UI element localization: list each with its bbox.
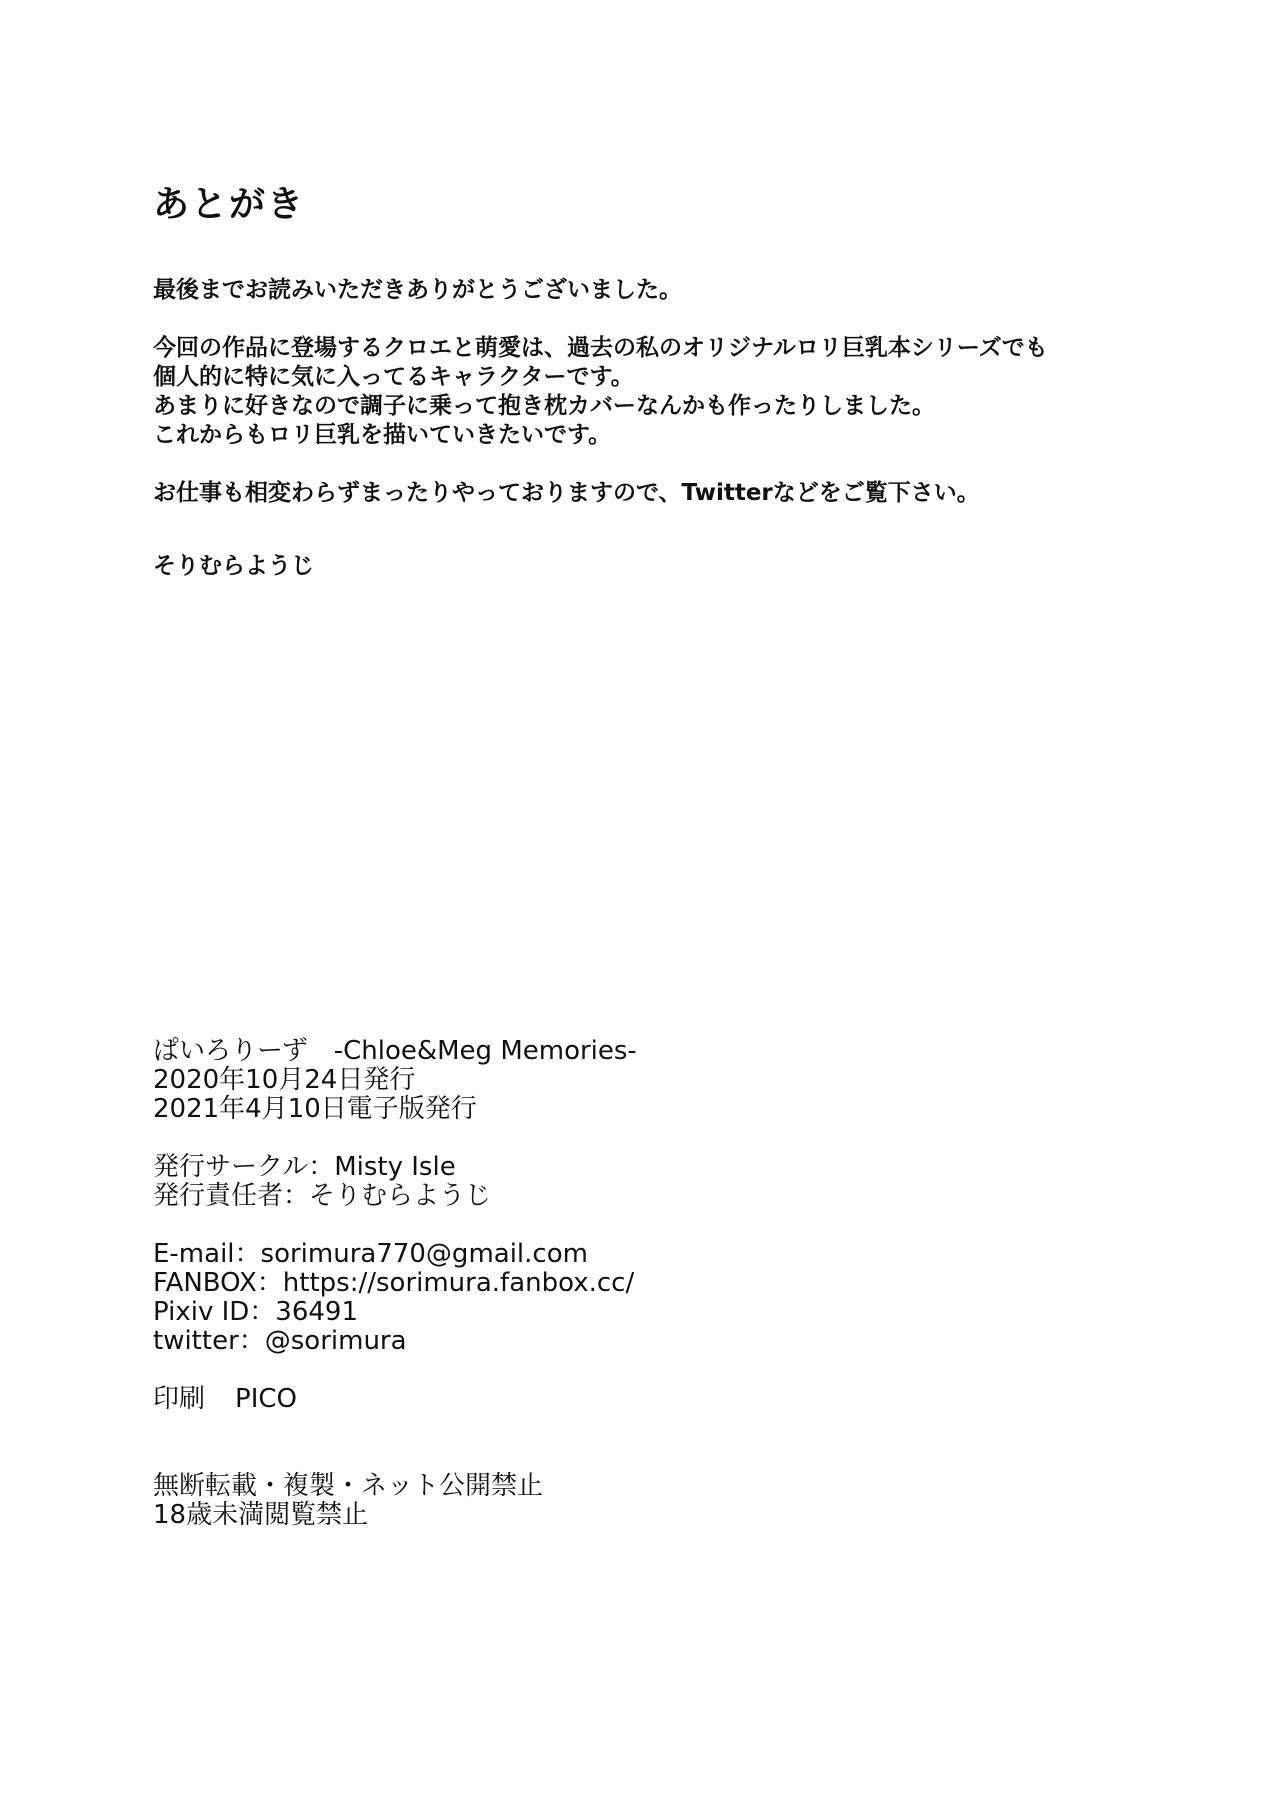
publisher-info <box>153 1153 1233 1211</box>
ebook-date: 2021年4月10日電子版発行 <box>153 1094 477 1124</box>
colophon <box>153 1037 1233 1530</box>
closing-line: お仕事も相変わらずまったりやっておりますので、Twitterなどをご覧下さい。 <box>153 480 980 506</box>
email-line: E-mail：sorimura770@gmail.com <box>153 1239 588 1269</box>
printer-info <box>153 1385 1233 1414</box>
published-date: 2020年10月24日発行 <box>153 1065 416 1095</box>
body-line: あまりに好きなので調子に乗って抱き枕カバーなんかも作ったりしました。 <box>153 393 935 419</box>
body-line: 個人的に特に気に入ってるキャラクターです。 <box>153 364 634 390</box>
copy-prohibited-notice: 無断転載・複製・ネット公開禁止 <box>153 1471 544 1501</box>
fanbox-line: FANBOX：https://sorimura.fanbox.cc/ <box>153 1268 635 1298</box>
thanks-line: 最後までお読みいただきありがとうございました。 <box>153 277 682 303</box>
twitter-line: twitter：@sorimura <box>153 1326 407 1356</box>
printer-name: PICO <box>235 1384 297 1414</box>
book-title: ぱいろりーず -Chloe&Meg Memories- <box>153 1036 637 1066</box>
page-title: あとがき <box>153 184 306 225</box>
pixiv-line: Pixiv ID：36491 <box>153 1297 358 1327</box>
legal-notice <box>153 1472 1233 1530</box>
publisher-circle: 発行サークル：Misty Isle <box>153 1152 456 1182</box>
body-line: 今回の作品に登場するクロエと萌愛は、過去の私のオリジナルロリ巨乳本シリーズでも <box>153 335 1048 361</box>
publication-info <box>153 1037 1233 1124</box>
body-line: これからもロリ巨乳を描いていきたいです。 <box>153 422 612 448</box>
author-signature: そりむらようじ <box>153 553 314 579</box>
print-label: 印刷 <box>153 1384 206 1414</box>
age-restriction-notice: 18歳未満閲覧禁止 <box>153 1500 369 1530</box>
afterword-text <box>153 276 1233 581</box>
responsible-person: 発行責任者：そりむらようじ <box>153 1181 492 1211</box>
contact-info <box>153 1240 1233 1356</box>
